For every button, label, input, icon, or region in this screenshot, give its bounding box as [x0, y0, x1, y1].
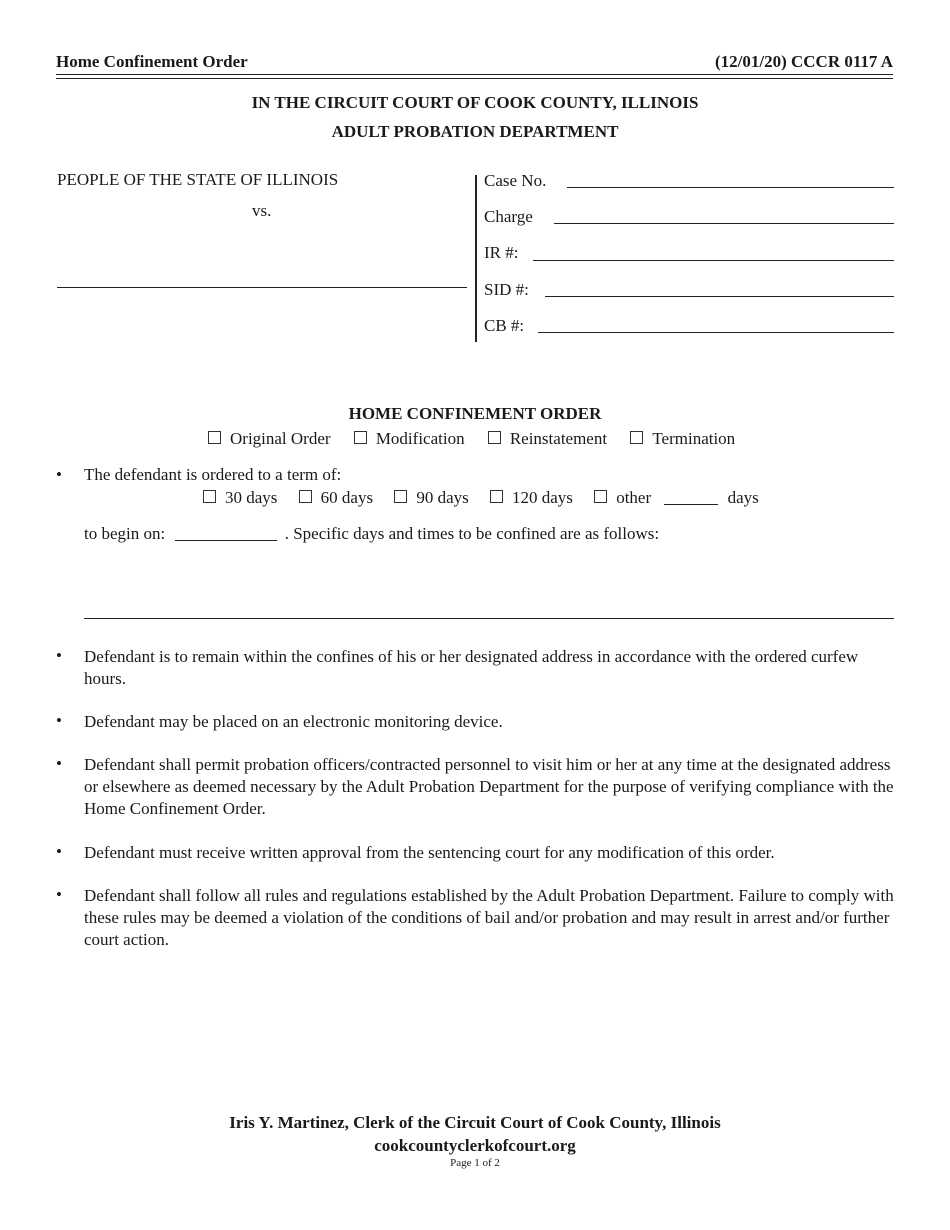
other-days-field[interactable] [664, 504, 718, 505]
bullet-icon: • [56, 754, 62, 773]
condition-item: Defendant must receive written approval from the sentencing court for any modification of this order. [84, 843, 775, 862]
checkbox-icon[interactable] [490, 490, 503, 503]
department-name: ADULT PROBATION DEPARTMENT [331, 122, 619, 141]
form-title: Home Confinement Order [56, 52, 248, 71]
defendant-name-line[interactable] [57, 287, 467, 288]
header-rule-top [56, 74, 893, 75]
form-code: (12/01/20) CCCR 0117 A [714, 52, 893, 71]
days-suffix: days [727, 488, 759, 507]
order-type-reinstatement[interactable]: Reinstatement [488, 429, 607, 449]
begin-row [84, 524, 659, 544]
bullet-icon: • [56, 885, 62, 904]
ir-label: IR #: [484, 243, 519, 262]
order-type-original[interactable]: Original Order [208, 429, 331, 449]
court-name: IN THE CIRCUIT COURT OF COOK COUNTY, ILLINOIS [251, 93, 699, 112]
order-type-modification[interactable]: Modification [354, 429, 465, 449]
case-no-field[interactable] [567, 187, 894, 188]
checkbox-icon[interactable] [299, 490, 312, 503]
cb-label: CB #: [484, 316, 525, 335]
term-30-days[interactable]: 30 days [203, 488, 277, 508]
bullet-icon: • [56, 842, 62, 861]
checkbox-icon[interactable] [594, 490, 607, 503]
sid-label: SID #: [484, 280, 529, 299]
bullet-icon: • [56, 646, 62, 665]
term-options-row [203, 488, 759, 508]
page-number: Page 1 of 2 [450, 1157, 500, 1169]
clerk-name: Iris Y. Martinez, Clerk of the Circuit Court of Cook County, Illinois [229, 1113, 721, 1132]
begin-date-field[interactable] [175, 540, 277, 541]
condition-item: Defendant may be placed on an electronic monitoring device. [84, 712, 503, 731]
begin-label: to begin on: [84, 524, 166, 543]
cb-field[interactable] [538, 332, 894, 333]
condition-item: Defendant shall permit probation officers/contracted personnel to visit him or her at any time at the designated address or elsewhere as deemed necessary by the Adult Probation Department for the purpose of verifying compliance with the Home Confinement Order. [84, 755, 894, 818]
checkbox-icon[interactable] [203, 490, 216, 503]
checkbox-icon[interactable] [630, 431, 643, 444]
term-120-days[interactable]: 120 days [490, 488, 573, 508]
bullet-icon: • [56, 465, 62, 484]
checkbox-icon[interactable] [394, 490, 407, 503]
term-60-days[interactable]: 60 days [299, 488, 373, 508]
order-type-row [208, 429, 735, 449]
condition-item: Defendant shall follow all rules and regulations established by the Adult Probation Department. Failure to comply with these rules may be deemed a violation of the conditions of bail and/or probation and may result in arrest and/or further court action. [84, 886, 894, 949]
schedule-line[interactable] [84, 618, 894, 619]
versus-label: vs. [252, 201, 272, 220]
header-rule-bottom [56, 78, 893, 79]
order-type-termination[interactable]: Termination [630, 429, 735, 449]
plaintiff-name: PEOPLE OF THE STATE OF ILLINOIS [57, 170, 339, 189]
caption-divider [475, 175, 477, 342]
checkbox-icon[interactable] [354, 431, 367, 444]
bullet-icon: • [56, 711, 62, 730]
charge-field[interactable] [554, 223, 894, 224]
sid-field[interactable] [545, 296, 894, 297]
term-90-days[interactable]: 90 days [394, 488, 468, 508]
condition-item: Defendant is to remain within the confines of his or her designated address in accordance with the ordered curfew hours. [84, 647, 859, 688]
order-title: HOME CONFINEMENT ORDER [348, 404, 602, 423]
clerk-website[interactable]: cookcountyclerkofcourt.org [374, 1136, 576, 1155]
checkbox-icon[interactable] [208, 431, 221, 444]
begin-suffix: . Specific days and times to be confined are as follows: [284, 524, 660, 543]
term-intro: The defendant is ordered to a term of: [84, 465, 342, 484]
case-no-label: Case No. [484, 171, 547, 190]
ir-field[interactable] [533, 260, 894, 261]
term-other[interactable]: other [594, 488, 651, 508]
charge-label: Charge [484, 207, 533, 226]
checkbox-icon[interactable] [488, 431, 501, 444]
